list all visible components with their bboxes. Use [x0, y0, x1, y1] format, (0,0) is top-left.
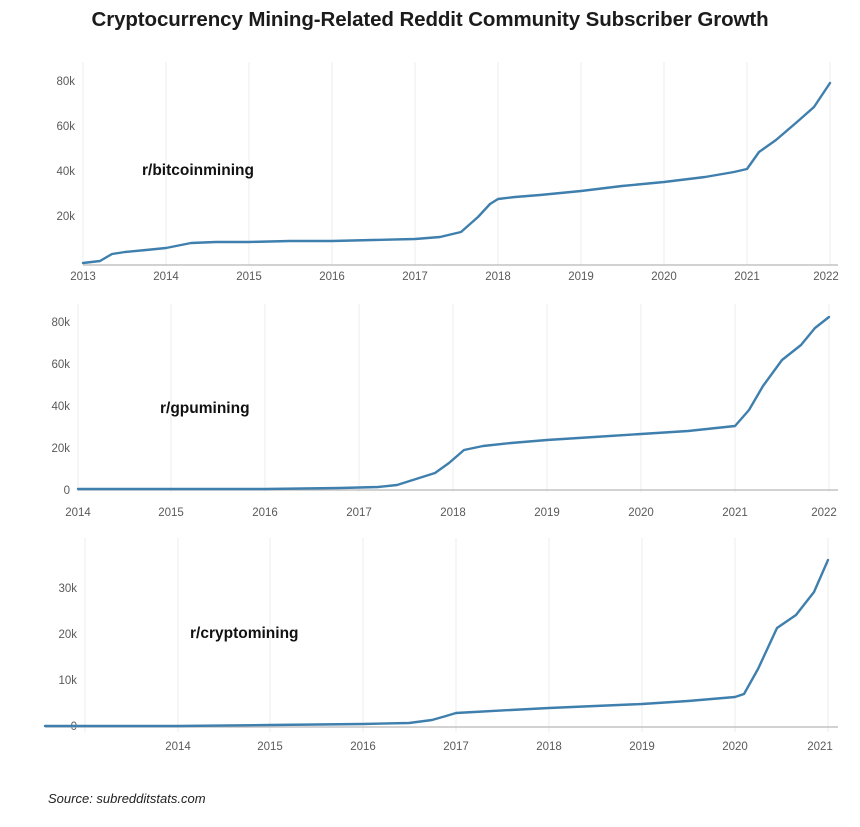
svg-text:2021: 2021 [722, 507, 748, 519]
svg-text:20k: 20k [51, 443, 70, 455]
svg-text:2015: 2015 [158, 507, 184, 519]
svg-text:2016: 2016 [252, 507, 278, 519]
panel-1-svg [0, 52, 860, 292]
panel-cryptomining [0, 530, 860, 740]
page-title: Cryptocurrency Mining-Related Reddit Community Subscriber Growth [91, 8, 769, 31]
svg-text:0: 0 [63, 485, 70, 497]
panel-1-xaxis [0, 264, 860, 292]
panel-3-xaxis-last [0, 734, 860, 762]
svg-text:2019: 2019 [534, 507, 560, 519]
panel-gpumining [0, 296, 860, 506]
svg-text:2018: 2018 [536, 741, 562, 753]
svg-text:40k: 40k [56, 166, 75, 178]
svg-text:2013: 2013 [70, 271, 96, 283]
svg-text:80k: 80k [51, 317, 70, 329]
svg-text:80k: 80k [56, 76, 75, 88]
svg-text:10k: 10k [58, 675, 77, 687]
panel-bitcoinmining [0, 52, 860, 292]
svg-text:2019: 2019 [568, 271, 594, 283]
svg-text:20k: 20k [58, 629, 77, 641]
series-label-cryptomining: r/cryptomining [190, 625, 299, 642]
svg-text:2014: 2014 [165, 741, 191, 753]
svg-text:2021: 2021 [734, 271, 760, 283]
source-caption: Source: subredditstats.com [48, 791, 206, 806]
svg-text:2014: 2014 [65, 507, 91, 519]
svg-text:2019: 2019 [629, 741, 655, 753]
svg-text:2018: 2018 [485, 271, 511, 283]
svg-text:40k: 40k [51, 401, 70, 413]
svg-text:2015: 2015 [257, 741, 283, 753]
svg-text:2017: 2017 [443, 741, 469, 753]
panel-2-svg [0, 296, 860, 506]
svg-text:2016: 2016 [350, 741, 376, 753]
panel-2-xaxis [0, 500, 860, 528]
svg-text:60k: 60k [51, 359, 70, 371]
svg-text:2017: 2017 [346, 507, 372, 519]
svg-text:2021: 2021 [807, 741, 833, 753]
svg-text:2016: 2016 [319, 271, 345, 283]
svg-text:60k: 60k [56, 121, 75, 133]
svg-text:2022: 2022 [813, 271, 839, 283]
svg-text:2020: 2020 [722, 741, 748, 753]
svg-text:2014: 2014 [153, 271, 179, 283]
series-label-gpumining: r/gpumining [160, 400, 250, 417]
svg-text:2020: 2020 [628, 507, 654, 519]
series-label-bitcoinmining: r/bitcoinmining [142, 162, 254, 179]
svg-text:2022: 2022 [811, 507, 837, 519]
svg-text:30k: 30k [58, 583, 77, 595]
svg-text:2015: 2015 [236, 271, 262, 283]
panel-3-svg [0, 530, 860, 740]
svg-text:2017: 2017 [402, 271, 428, 283]
svg-text:2020: 2020 [651, 271, 677, 283]
svg-text:2018: 2018 [440, 507, 466, 519]
svg-text:20k: 20k [56, 211, 75, 223]
svg-text:0: 0 [70, 721, 77, 733]
